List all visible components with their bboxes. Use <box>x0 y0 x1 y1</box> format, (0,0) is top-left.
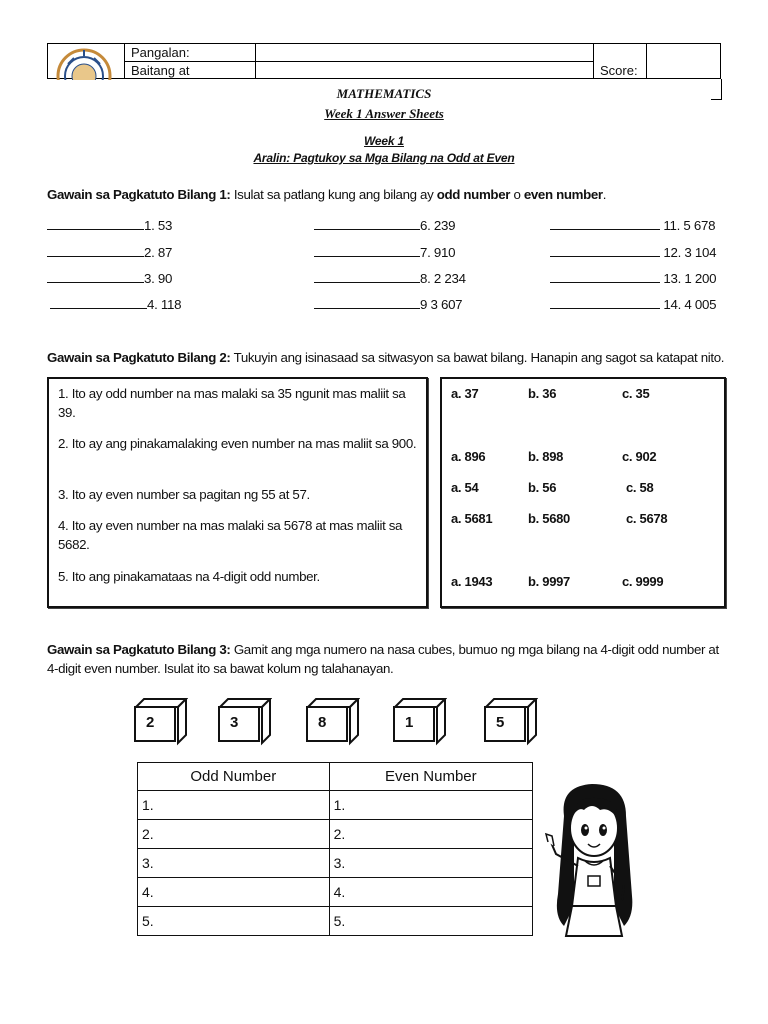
option-a[interactable]: a. 896 <box>451 449 486 464</box>
option-c[interactable]: c. 9999 <box>622 574 664 589</box>
table-row <box>138 878 533 907</box>
activity2-instructions: Gawain sa Pagkatuto Bilang 2: Tukuyin ang isinasaad sa sitwasyon sa bawat bilang. Hanapin ang sagot sa katapat nito. <box>47 350 725 365</box>
table-row <box>138 907 533 936</box>
option-b[interactable]: b. 56 <box>528 480 557 495</box>
page-title: MATHEMATICS <box>336 86 432 101</box>
question-item: 3. Ito ay even number sa pagitan ng 55 at 57. <box>58 487 310 502</box>
number-cube: 8 <box>306 698 360 746</box>
number-cube: 3 <box>218 698 272 746</box>
lesson-label: Aralin: Pagtukoy sa Mga Bilang na Odd at Even <box>253 151 515 165</box>
girl-illustration-icon <box>544 776 644 942</box>
week-label: Week 1 <box>364 134 404 148</box>
answer-item[interactable]: 12. 3 104 <box>550 244 716 260</box>
odd-cell[interactable]: 3. <box>138 849 330 878</box>
odd-cell[interactable]: 5. <box>138 907 330 936</box>
grade-field[interactable] <box>256 62 593 79</box>
answer-item[interactable]: 4. 118 <box>50 296 181 312</box>
option-a[interactable]: a. 5681 <box>451 511 493 526</box>
question-item: 5. Ito ang pinakamataas na 4-digit odd number. <box>58 569 320 584</box>
answer-item[interactable]: 14. 4 005 <box>550 296 716 312</box>
question-item: 1. Ito ay odd number na mas malaki sa 35 ngunit mas maliit sa 39. <box>58 386 406 420</box>
option-a[interactable]: a. 54 <box>451 480 479 495</box>
activity2-heading: Gawain sa Pagkatuto Bilang 2: <box>47 350 231 365</box>
table-header-even: Even Number <box>329 763 532 791</box>
option-c[interactable]: c. 902 <box>622 449 657 464</box>
even-cell[interactable]: 4. <box>329 878 532 907</box>
answer-item[interactable]: 9 3 607 <box>314 296 462 312</box>
answer-item[interactable]: 3. 90 <box>47 270 172 286</box>
number-cube: 1 <box>393 698 447 746</box>
option-a[interactable]: a. 1943 <box>451 574 493 589</box>
school-seal-icon <box>54 46 114 80</box>
option-b[interactable]: b. 9997 <box>528 574 570 589</box>
answer-item[interactable]: 2. 87 <box>47 244 172 260</box>
header-table <box>47 43 721 79</box>
score-label: Score: <box>600 63 638 78</box>
option-c[interactable]: c. 5678 <box>626 511 668 526</box>
name-label: Pangalan: <box>131 45 190 60</box>
number-cube: 5 <box>484 698 538 746</box>
activity3-heading: Gawain sa Pagkatuto Bilang 3: <box>47 642 231 657</box>
answer-item[interactable]: 1. 53 <box>47 217 172 233</box>
odd-cell[interactable]: 4. <box>138 878 330 907</box>
name-field[interactable] <box>256 44 593 61</box>
answer-item[interactable]: 11. 5 678 <box>550 217 715 233</box>
answer-item[interactable]: 7. 910 <box>314 244 455 260</box>
option-b[interactable]: b. 898 <box>528 449 564 464</box>
option-a[interactable]: a. 37 <box>451 386 479 401</box>
score-field[interactable] <box>647 44 720 79</box>
option-b[interactable]: b. 5680 <box>528 511 570 526</box>
page-subtitle: Week 1 Answer Sheets <box>324 106 444 121</box>
question-item: 2. Ito ay ang pinakamalaking even number na mas maliit sa 900. <box>58 436 417 451</box>
answer-item[interactable]: 13. 1 200 <box>550 270 716 286</box>
answer-item[interactable]: 6. 239 <box>314 217 455 233</box>
grade-label: Baitang at <box>131 63 190 78</box>
table-row <box>138 849 533 878</box>
activity1-instructions: Gawain sa Pagkatuto Bilang 1: Isulat sa patlang kung ang bilang ay odd number o even number. <box>47 187 607 202</box>
activity1-heading: Gawain sa Pagkatuto Bilang 1: <box>47 187 231 202</box>
table-row <box>138 791 533 820</box>
question-item: 4. Ito ay even number na mas malaki sa 5678 at mas maliit sa 5682. <box>58 518 403 552</box>
even-cell[interactable]: 3. <box>329 849 532 878</box>
answer-item[interactable]: 8. 2 234 <box>314 270 466 286</box>
option-b[interactable]: b. 36 <box>528 386 557 401</box>
odd-cell[interactable]: 1. <box>138 791 330 820</box>
even-cell[interactable]: 1. <box>329 791 532 820</box>
even-cell[interactable]: 5. <box>329 907 532 936</box>
number-cube: 2 <box>134 698 188 746</box>
even-cell[interactable]: 2. <box>329 820 532 849</box>
table-row <box>138 820 533 849</box>
option-c[interactable]: c. 35 <box>622 386 650 401</box>
table-header-odd: Odd Number <box>138 763 330 791</box>
activity3-instructions: Gawain sa Pagkatuto Bilang 3: Gamit ang mga numero na nasa cubes, bumuo ng mga bilang na 4-digit odd number at 4-digit even number. Isulat ito sa bawat kolum ng talahanayan. <box>47 642 719 676</box>
odd-even-table <box>137 762 533 936</box>
odd-cell[interactable]: 2. <box>138 820 330 849</box>
option-c[interactable]: c. 58 <box>626 480 654 495</box>
